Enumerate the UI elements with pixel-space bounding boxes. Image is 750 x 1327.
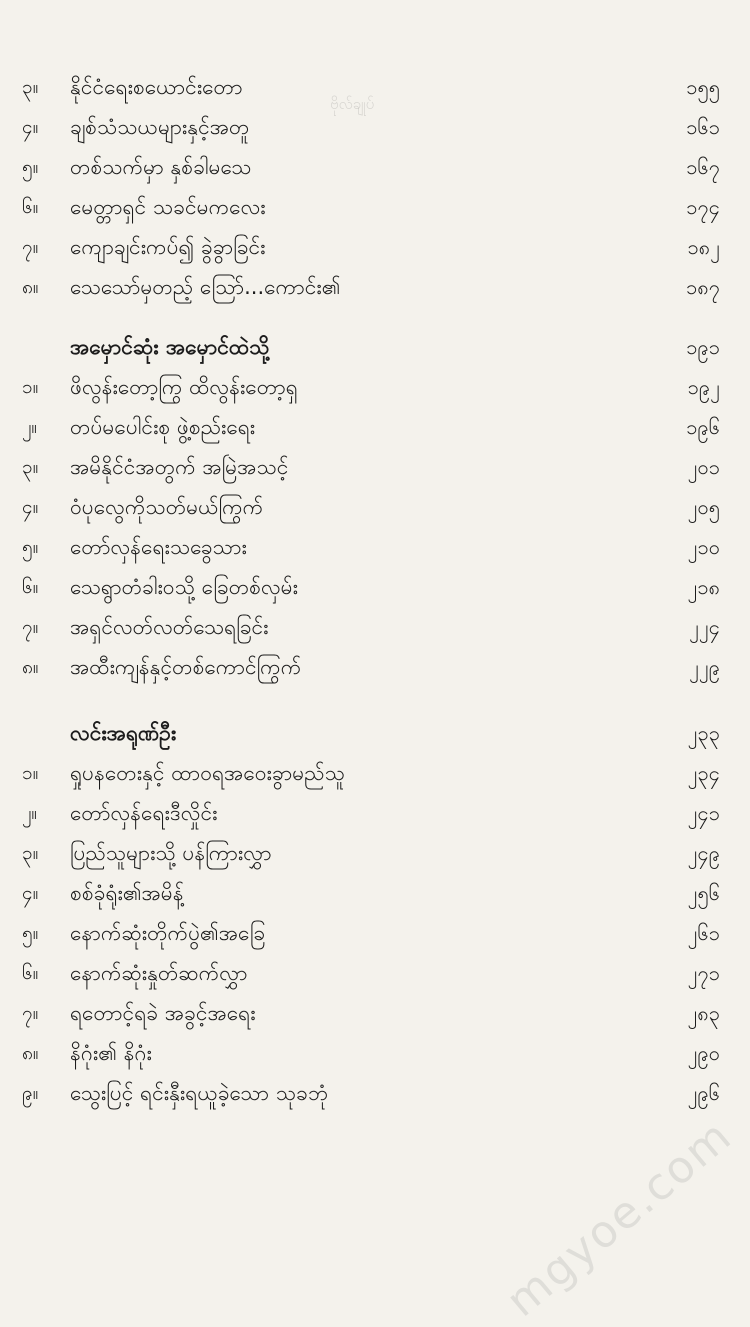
entry-title: နောက်ဆုံးနှုတ်ဆက်လွှာ <box>70 960 248 985</box>
page-number: ၂၁၀ <box>687 535 720 559</box>
toc-entry <box>22 412 720 446</box>
section-title: အမှောင်ဆုံး အမှောင်ထဲသို့ <box>70 334 270 359</box>
entry-title: ဝံပုလွေကိုသတ်မယ်ကြွက် <box>70 494 264 519</box>
entry-number: ၅။ <box>22 922 39 944</box>
page-number: ၁၉၁ <box>686 335 720 359</box>
entry-title: ပြည်သူများသို့ ပန်ကြားလွှာ <box>70 840 272 865</box>
toc-entry <box>22 652 720 686</box>
entry-title: တော်လှန်ရေးသခွေသား <box>70 534 247 559</box>
entry-title: နိဂုံး၏ နိဂုံး <box>70 1040 152 1065</box>
entry-title: နောက်ဆုံးတိုက်ပွဲ၏အခြေ <box>70 920 266 945</box>
entry-title: အထီးကျန်နှင့်တစ်ကောင်ကြွက် <box>70 654 302 679</box>
entry-number: ၆။ <box>22 196 39 218</box>
page-number: ၁၉၂ <box>687 375 720 399</box>
entry-title: နိုင်ငံရေးစယောင်းတော <box>70 74 243 99</box>
page-number: ၁၇၄ <box>686 195 720 219</box>
page-number: ၂၆၁ <box>687 921 720 945</box>
page-number: ၂၄၁ <box>687 801 720 825</box>
entry-title: တော်လှန်ရေးဒီလှိုင်း <box>70 800 218 825</box>
entry-number: ၄။ <box>22 116 39 138</box>
page-number: ၁၉၆ <box>686 415 720 439</box>
entry-title: တပ်မပေါင်းစု ဖွဲ့စည်းရေး <box>70 414 256 439</box>
entry-number: ၉။ <box>22 1082 39 1104</box>
toc-entry <box>22 372 720 406</box>
page-number: ၁၈၂ <box>687 235 720 259</box>
entry-number: ၅။ <box>22 156 39 178</box>
page-number: ၂၃၄ <box>687 761 720 785</box>
page-number: ၂၂၄ <box>689 615 720 639</box>
toc-entry <box>22 878 720 912</box>
entry-number: ၇။ <box>22 616 39 638</box>
entry-title: အမိနိုင်ငံအတွက် အမြဲအသင့် <box>70 454 289 479</box>
watermark: mgyoe.com <box>497 1109 742 1327</box>
entry-title: သွေးပြင့် ရင်းနှီးရယူခဲ့သော သုခဘုံ <box>70 1080 329 1105</box>
entry-number: ၁။ <box>22 376 39 398</box>
entry-title: မေတ္တာရှင် သခင်မကလေး <box>70 194 266 219</box>
entry-title: ဖိလွန်းတော့ကြွ ထိလွန်းတော့ရှ <box>70 374 298 399</box>
toc-entry <box>22 758 720 792</box>
toc-entry <box>22 532 720 566</box>
toc-entry <box>22 918 720 952</box>
page-number: ၂၀၅ <box>687 495 720 519</box>
entry-number: ၁။ <box>22 762 39 784</box>
entry-title: သေရွာတံခါးဝသို့ ခြေတစ်လှမ်း <box>70 574 298 599</box>
page-number: ၂၉၀ <box>687 1041 720 1065</box>
entry-title: တစ်သက်မှာ နှစ်ခါမသေ <box>70 154 252 179</box>
entry-number: ၈။ <box>22 1042 39 1064</box>
page-number: ၂၈၃ <box>687 1001 720 1025</box>
page-number: ၂၃၃ <box>687 721 720 745</box>
page-number: ၂၂၉ <box>689 655 720 679</box>
page-number: ၁၆၇ <box>686 155 720 179</box>
page-number: ၁၅၅ <box>686 75 720 99</box>
toc-entry <box>22 272 720 306</box>
entry-title: ချစ်သံသယများနှင့်အတူ <box>70 114 250 139</box>
entry-number: ၈။ <box>22 276 39 298</box>
page-number: ၂၀၁ <box>687 455 720 479</box>
entry-title: ရတောင့်ရခဲ အခွင့်အရေး <box>70 1000 256 1025</box>
entry-number: ၄။ <box>22 882 39 904</box>
toc-entry <box>22 232 720 266</box>
toc-entry <box>22 1038 720 1072</box>
entry-number: ၃။ <box>22 456 39 478</box>
toc-entry <box>22 452 720 486</box>
toc-section-heading <box>22 332 720 366</box>
entry-number: ၂။ <box>22 802 38 824</box>
toc-entry <box>22 798 720 832</box>
page-number: ၂၉၆ <box>687 1081 720 1105</box>
page-number: ၂၅၆ <box>687 881 720 905</box>
bleed-through-text: ဗိုလ်ချုပ် <box>330 95 375 113</box>
page-number: ၂၁၈ <box>687 575 720 599</box>
entry-title: စစ်ခုံရုံး၏အမိန့် <box>70 880 184 905</box>
entry-number: ၃။ <box>22 76 39 98</box>
entry-number: ၇။ <box>22 1002 39 1024</box>
page-number: ၂၄၉ <box>687 841 720 865</box>
entry-title: အရှင်လတ်လတ်သေရခြင်း <box>70 614 269 639</box>
entry-number: ၄။ <box>22 496 39 518</box>
page-number: ၁၆၁ <box>686 115 720 139</box>
entry-number: ၃။ <box>22 842 39 864</box>
entry-title: သေသော်မှတည့် သြော်...ကောင်း၏ <box>70 274 341 299</box>
entry-number: ၆။ <box>22 576 39 598</box>
page-number: ၁၈၇ <box>686 275 720 299</box>
toc-entry <box>22 838 720 872</box>
toc-entry <box>22 1078 720 1112</box>
toc-entry <box>22 572 720 606</box>
entry-number: ၆။ <box>22 962 39 984</box>
entry-number: ၂။ <box>22 416 38 438</box>
entry-title: ကျောချင်းကပ်၍ ခွဲခွာခြင်း <box>70 234 266 259</box>
toc-entry <box>22 112 720 146</box>
toc-entry <box>22 998 720 1032</box>
entry-title: ရှုပနတေးနှင့် ထာဝရအဝေးခွာမည်သူ <box>70 760 345 785</box>
toc-entry <box>22 492 720 526</box>
entry-number: ၇။ <box>22 236 39 258</box>
toc-entry <box>22 958 720 992</box>
entry-number: ၈။ <box>22 656 39 678</box>
toc-entry <box>22 152 720 186</box>
section-title: လင်းအရုဏ်ဦး <box>70 720 177 745</box>
toc-entry <box>22 612 720 646</box>
toc-section-heading <box>22 718 720 752</box>
page-number: ၂၇၁ <box>687 961 720 985</box>
entry-number: ၅။ <box>22 536 39 558</box>
toc-entry <box>22 192 720 226</box>
toc-entry <box>22 72 720 106</box>
